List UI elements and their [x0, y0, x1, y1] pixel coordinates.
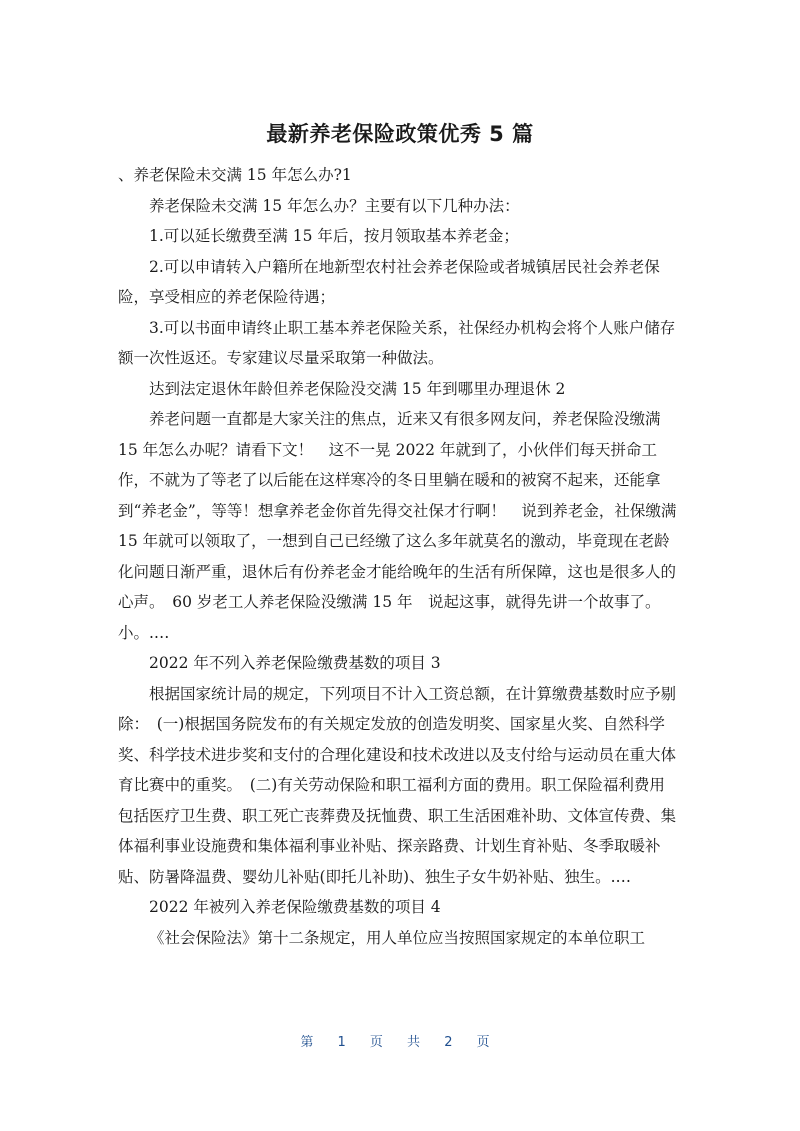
- document-title: 最新养老保险政策优秀 5 篇: [266, 122, 534, 146]
- paragraph-7: 《社会保险法》第十二条规定，用人单位应当按照国家规定的本单位职工: [149, 928, 646, 947]
- paragraph-heading-2: 达到法定退休年龄但养老保险没交满 15 年到哪里办理退休 2: [149, 379, 566, 398]
- paragraph-5: 养老问题一直都是大家关注的焦点，近来又有很多网友问，养老保险没缴满 15 年怎么办呢？请看下文！ 这不一晃 2022 年就到了，小伙伴们每天拼命工作，不就为了等老了以后能在这样寒冷的冬日里躺在暖和的被窝不起来，还能拿到“养老金”，等等！想拿养老金你首先得交社保才行啊！ 说到养老金，社保缴满 15 年就可以领取了，一想到自己已经缴了这么多年就莫名的激动，毕竟现在老龄化问题日渐严重，退休后有份养老金才能给晚年的生活有所保障，这也是很多人的心声。 60 岁老工人养老保险没缴满 15 年 说起这事，就得先讲一个故事了。 小。.…: [118, 410, 677, 642]
- document-body: [118, 160, 678, 953]
- paragraph-2: 1.可以延长缴费至满 15 年后，按月领取基本养老金；: [149, 227, 519, 245]
- page-number-footer: 第 1 页 共 2 页: [300, 1035, 500, 1050]
- paragraph-6: 根据国家统计局的规定，下列项目不计入工资总额，在计算缴费基数时应予剔除： (一)根据国务院发布的有关规定发放的创造发明奖、国家星火奖、自然科学奖、科学技术进步奖和支付的合理化建设和技术改进以及支付给与运动员在重大体育比赛中的重奖。 (二)有关劳动保险和职工福利方面的费用。职工保险福利费用包括医疗卫生费、职工死亡丧葬费及抚恤费、职工生活困难补助、文体宣传费、集体福利事业设施费和集体福利事业补贴、探亲路费、计划生育补贴、冬季取暖补贴、防暑降温费、婴幼儿补贴(即托儿补助)、独生子女牛奶补贴、独生。.…: [118, 684, 677, 886]
- paragraph-heading-4: 2022 年被列入养老保险缴费基数的项目 4: [149, 898, 441, 916]
- paragraph-3: 2.可以申请转入户籍所在地新型农村社会养老保险或者城镇居民社会养老保险，享受相应的养老保险待遇；: [118, 257, 660, 306]
- paragraph-heading-3: 2022 年不列入养老保险缴费基数的项目 3: [149, 654, 441, 672]
- paragraph-heading-1: 、养老保险未交满 15 年怎么办?1: [118, 166, 352, 184]
- paragraph-1: 养老保险未交满 15 年怎么办？主要有以下几种办法：: [149, 196, 520, 215]
- paragraph-4: 3.可以书面申请终止职工基本养老保险关系，社保经办机构会将个人账户储存额一次性返还。专家建议尽量采取第一种做法。: [118, 318, 676, 367]
